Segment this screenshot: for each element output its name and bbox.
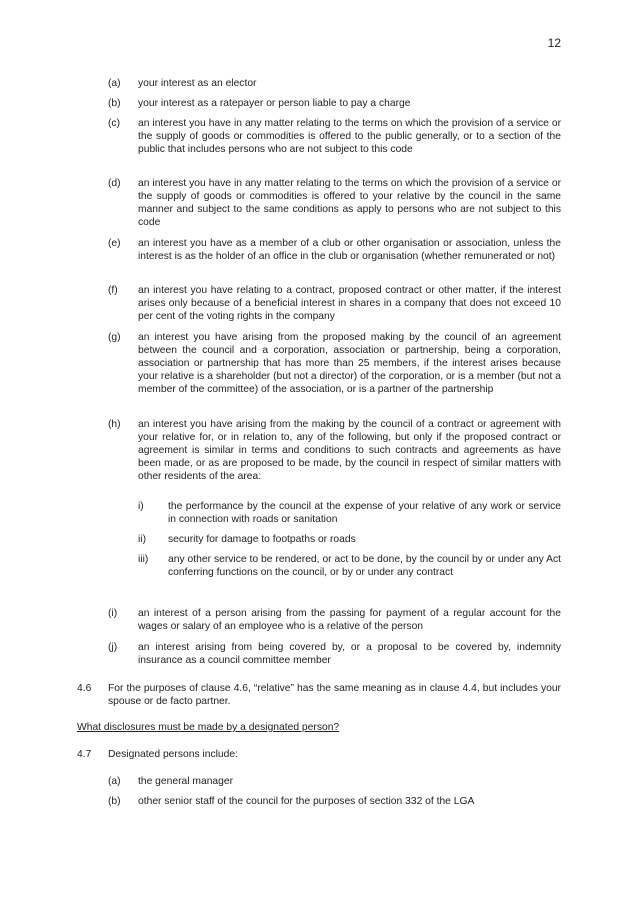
item-text: other senior staff of the council for the purposes of section 332 of the LGA	[138, 796, 475, 807]
item-text: an interest you have as a member of a club or other organisation or association, unless the interest is as the holder of an office in the club or organisation (whether remunerated or not)	[138, 238, 561, 262]
item-label: (b)	[108, 796, 121, 807]
sub-item-label: iii)	[138, 554, 149, 565]
item-text: an interest you have in any matter relating to the terms on which the provision of a service or the supply of goods or commodities is offered to your relative by the council in the same manner and subject to the same conditions as apply to persons who are not subject to this code	[138, 178, 561, 228]
item-label: (c)	[108, 118, 121, 129]
clause-label: 4.6	[77, 683, 92, 694]
item-text: an interest you have arising from the proposed making by the council of an agreement between the council and a corporation, association or partnership, being a corporation, association or partnership that has more than 25 members, if the interest arises because your relative is a shareholder (but not a director) of the corporation, or is a member (but not a member of the committee) of the association, or is a partner of the partnership	[138, 332, 561, 395]
item-label: (a)	[108, 78, 121, 89]
item-text: an interest you have relating to a contract, proposed contract or other matter, if the interest arises only because of a beneficial interest in shares in a company that does not exceed 10 per cent of the voting rights in the company	[138, 285, 561, 322]
item-label: (d)	[108, 178, 121, 189]
clause-text: For the purposes of clause 4.6, “relative” has the same meaning as in clause 4.4, but includes your spouse or de facto partner.	[108, 683, 561, 707]
item-label: (g)	[108, 332, 121, 343]
item-label: (h)	[108, 419, 121, 430]
section-heading: What disclosures must be made by a designated person?	[77, 722, 340, 733]
sub-item-text: any other service to be rendered, or act to be done, by the council by or under any Act conferring functions on the council, or by or under any contract	[168, 554, 561, 578]
item-label: (a)	[108, 776, 121, 787]
sub-item-label: i)	[138, 501, 144, 512]
item-text: your interest as a ratepayer or person liable to pay a charge	[138, 98, 411, 109]
item-text: your interest as an elector	[138, 78, 257, 89]
item-text: an interest arising from being covered by, or a proposal to be covered by, indemnity insurance as a council committee member	[138, 642, 561, 666]
item-label: (f)	[108, 285, 118, 296]
page-number: 12	[547, 36, 561, 50]
item-label: (e)	[108, 238, 121, 249]
sub-item-label: ii)	[138, 534, 147, 545]
item-label: (j)	[108, 642, 118, 653]
item-text: an interest you have in any matter relating to the terms on which the provision of a service or the supply of goods or commodities is offered to the public generally, or to a section of the public that includes persons who are not subject to this code	[138, 118, 561, 155]
clause-text: Designated persons include:	[108, 749, 238, 760]
item-text: an interest of a person arising from the passing for payment of a regular account for the wages or salary of an employee who is a relative of the person	[138, 608, 561, 632]
item-text: an interest you have arising from the making by the council of a contract or agreement with your relative for, or in relation to, any of the following, but only if the proposed contract or agreement is similar in terms and conditions to such contracts and agreements as have been made, or as are proposed to be made, by the council in respect of similar matters with other residents of the area:	[138, 419, 561, 482]
clause-label: 4.7	[77, 749, 92, 760]
sub-item-text: the performance by the council at the expense of your relative of any work or service in connection with roads or sanitation	[168, 501, 561, 525]
item-label: (i)	[108, 608, 118, 619]
item-label: (b)	[108, 98, 121, 109]
item-text: the general manager	[138, 776, 234, 787]
sub-item-text: security for damage to footpaths or roads	[168, 534, 356, 545]
